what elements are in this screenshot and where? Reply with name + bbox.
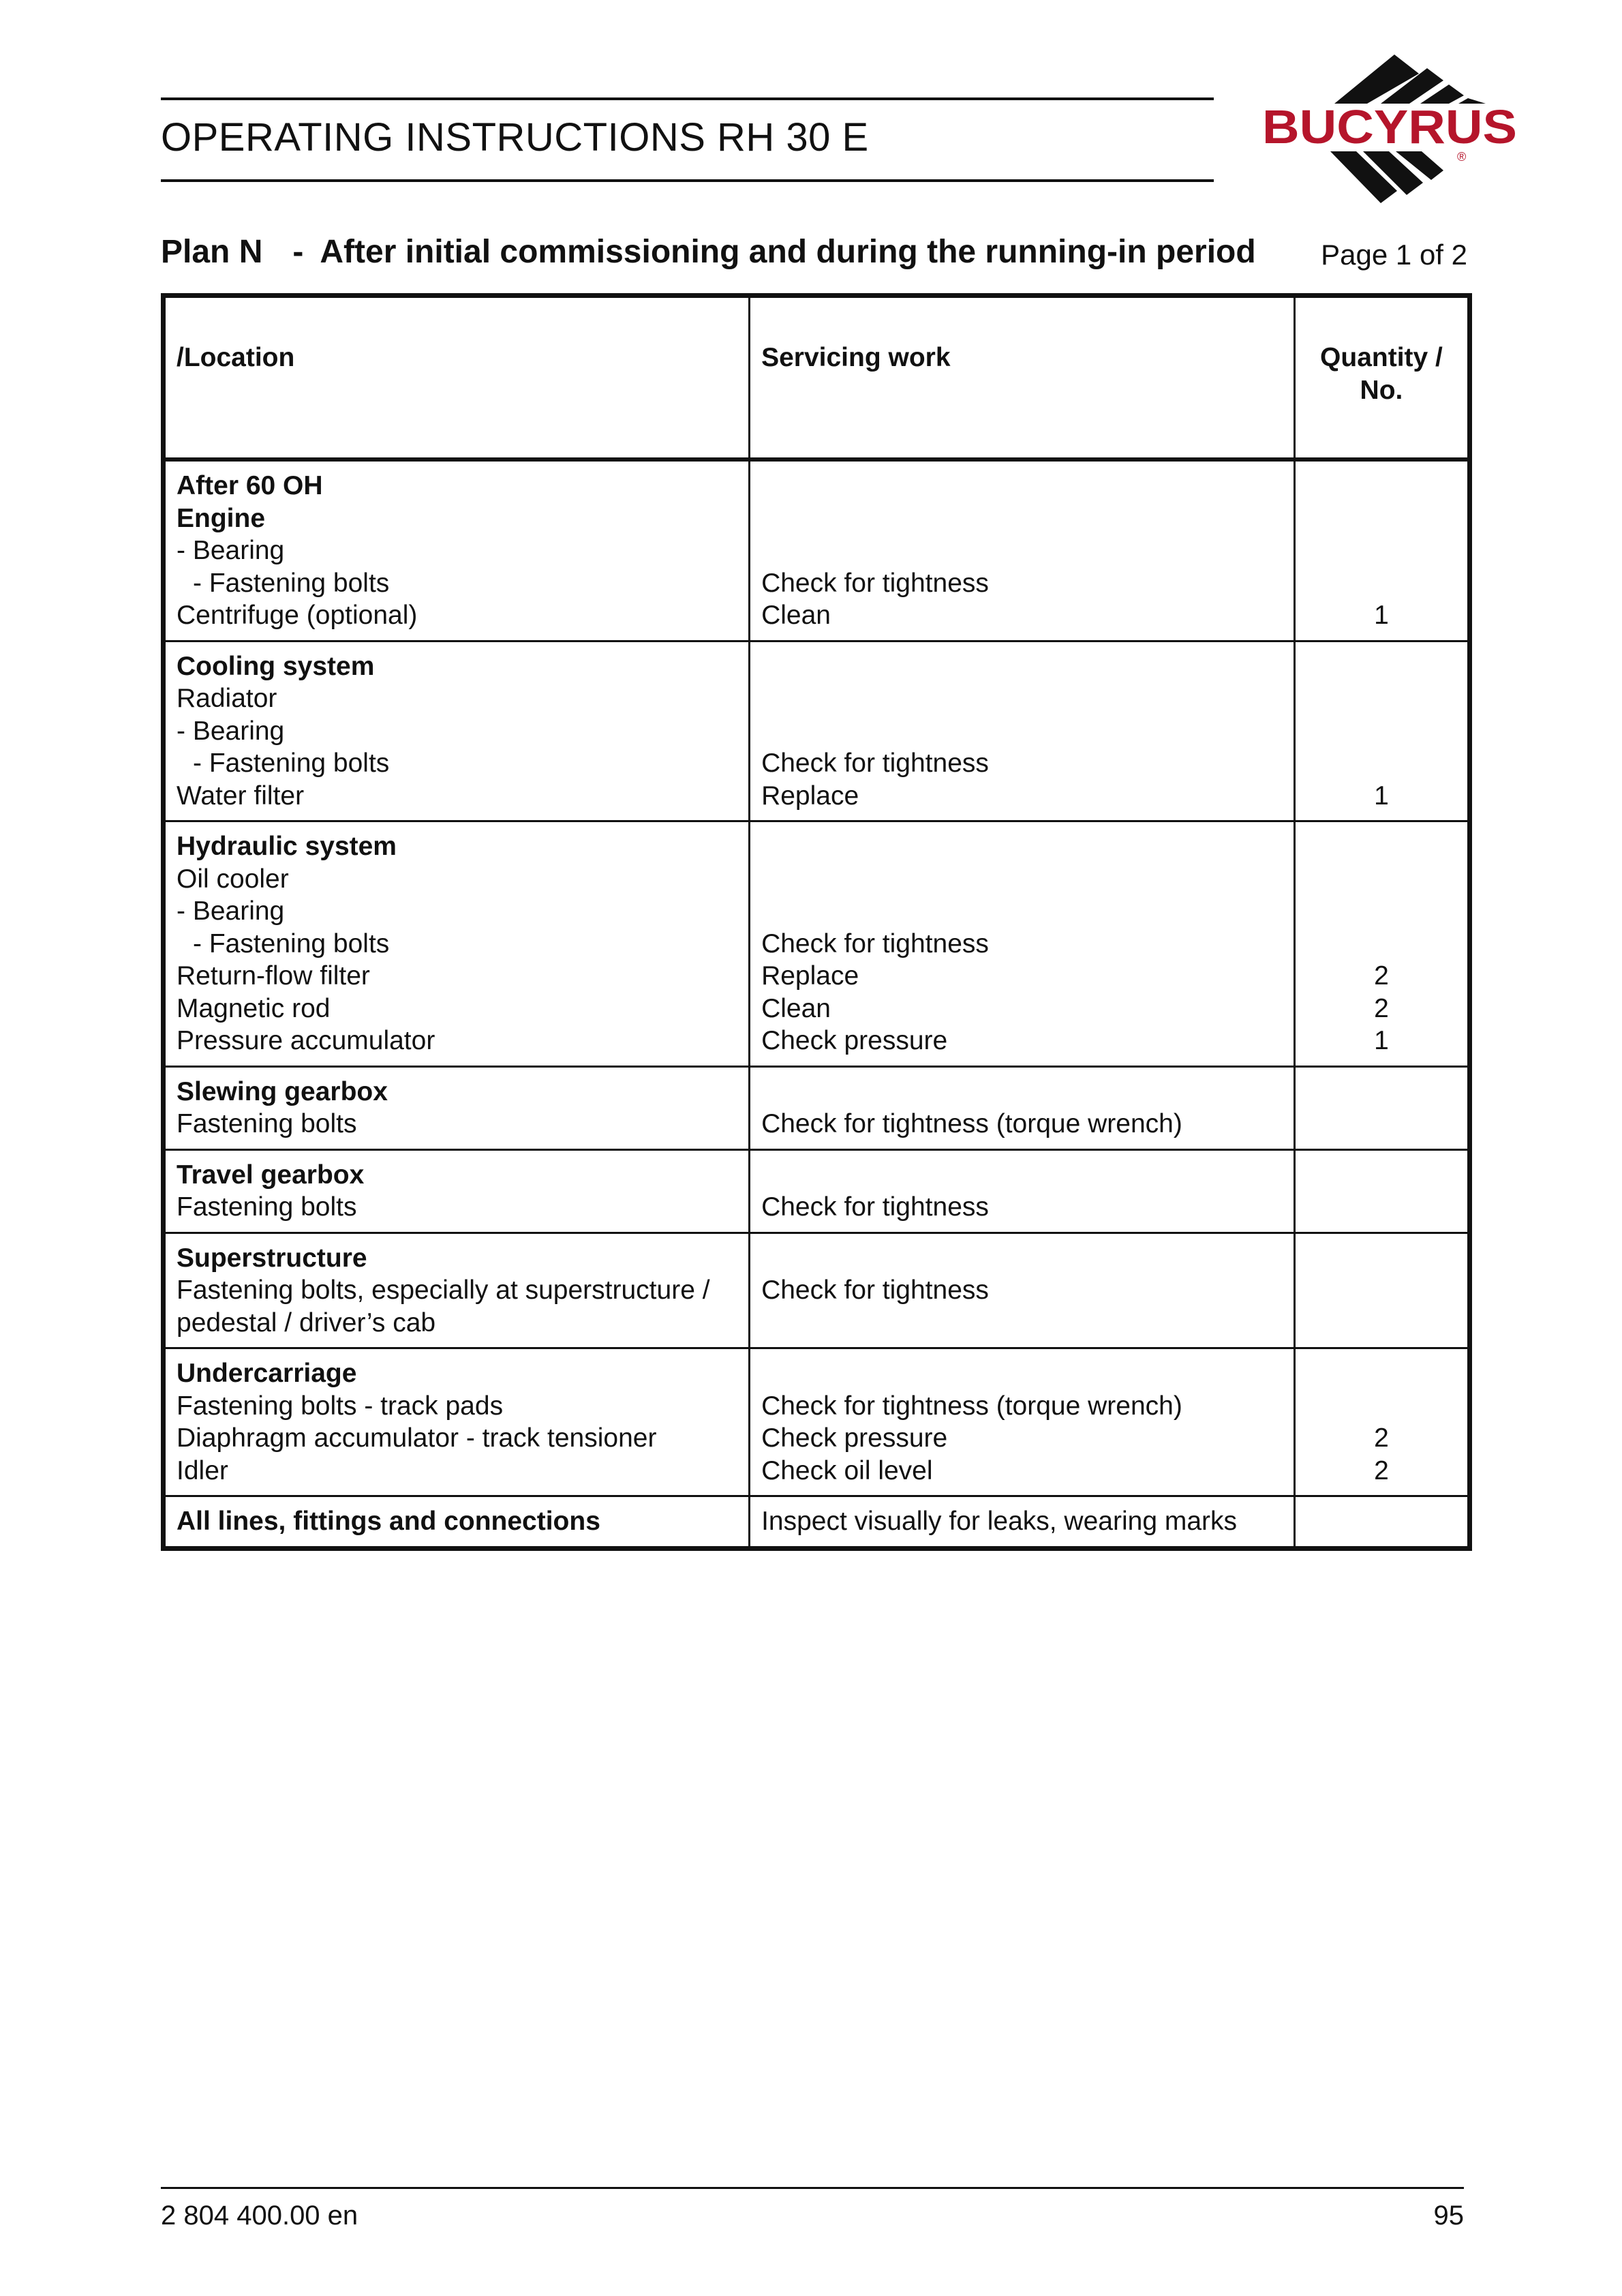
work-item: Check for tightness bbox=[761, 749, 989, 778]
location-item: Magnetic rod bbox=[177, 993, 331, 1023]
page-number: 95 bbox=[1433, 2201, 1464, 2231]
table-header-row bbox=[164, 296, 1470, 460]
quantity-item bbox=[1306, 1505, 1456, 1538]
work-item: Check oil level bbox=[761, 1455, 933, 1485]
work-item: Check for tightness bbox=[761, 1192, 989, 1222]
work-item: Inspect visually for leaks, wearing marks bbox=[761, 1507, 1238, 1536]
plan-code: Plan N bbox=[161, 234, 263, 270]
location-item: Pressure accumulator bbox=[177, 1026, 435, 1055]
section-title: Engine bbox=[177, 503, 266, 533]
location-item: Centrifuge (optional) bbox=[177, 601, 418, 630]
work-item bbox=[761, 863, 1283, 896]
location-item: Water filter bbox=[177, 781, 305, 811]
table-row bbox=[164, 821, 1470, 1067]
work-item: Check for tightness (torque wrench) bbox=[761, 1109, 1182, 1138]
location-cell bbox=[164, 1149, 750, 1233]
header-quantity bbox=[1294, 296, 1469, 460]
quantity-item bbox=[1306, 928, 1456, 961]
page-indicator: Page 1 of 2 bbox=[1321, 239, 1467, 271]
plan-description: After initial commissioning and during the running-in period bbox=[320, 234, 1256, 270]
quantity-item bbox=[1306, 747, 1456, 780]
quantity-item bbox=[1306, 1191, 1456, 1224]
location-item: Diaphragm accumulator - track tensioner bbox=[177, 1423, 657, 1453]
header-rule-bottom bbox=[161, 179, 1214, 182]
quantity-item bbox=[1306, 682, 1456, 715]
location-cell bbox=[164, 1066, 750, 1149]
table-row bbox=[164, 1149, 1470, 1233]
spacer-line bbox=[761, 502, 1283, 535]
header-quantity-line2: No. bbox=[1360, 375, 1403, 405]
plan-heading bbox=[161, 233, 1256, 271]
work-cell bbox=[750, 641, 1295, 821]
location-item: Fastening bolts, especially at superstructure / bbox=[177, 1275, 710, 1305]
work-item bbox=[761, 895, 1283, 928]
location-cell bbox=[164, 459, 750, 641]
spacer-line bbox=[1306, 650, 1456, 683]
work-cell bbox=[750, 1496, 1295, 1549]
quantity-item bbox=[1306, 534, 1456, 567]
table-row bbox=[164, 1496, 1470, 1549]
work-item: Replace bbox=[761, 781, 859, 811]
quantity-item bbox=[1306, 863, 1456, 896]
work-item: Clean bbox=[761, 993, 831, 1023]
after-hours-label: After 60 OH bbox=[177, 471, 323, 500]
work-item: Replace bbox=[761, 961, 859, 991]
quantity-item: 2 bbox=[1374, 993, 1389, 1023]
table-row bbox=[164, 1233, 1470, 1348]
servicing-table bbox=[161, 293, 1472, 1551]
spacer-line bbox=[761, 830, 1283, 863]
work-item: Check pressure bbox=[761, 1026, 948, 1055]
location-cell bbox=[164, 1348, 750, 1496]
location-item: pedestal / driver’s cab bbox=[177, 1308, 436, 1338]
header-quantity-line1: Quantity / bbox=[1320, 343, 1443, 372]
work-item: Clean bbox=[761, 601, 831, 630]
quantity-cell bbox=[1294, 1233, 1469, 1348]
spacer-line bbox=[761, 1159, 1283, 1192]
location-item: Fastening bolts bbox=[177, 1109, 357, 1138]
spacer-line bbox=[761, 470, 1283, 502]
location-item: Return-flow filter bbox=[177, 961, 370, 991]
spacer-line bbox=[1306, 830, 1456, 863]
spacer-line bbox=[1306, 1076, 1456, 1108]
quantity-item bbox=[1306, 715, 1456, 748]
work-cell bbox=[750, 1348, 1295, 1496]
spacer-line bbox=[1306, 1242, 1456, 1275]
quantity-cell bbox=[1294, 459, 1469, 641]
spacer-line bbox=[761, 1242, 1283, 1275]
location-cell bbox=[164, 1233, 750, 1348]
work-item: Check for tightness bbox=[761, 1275, 989, 1305]
location-cell bbox=[164, 641, 750, 821]
section-title: Undercarriage bbox=[177, 1359, 357, 1388]
table-row bbox=[164, 1348, 1470, 1496]
location-item: - Fastening bolts bbox=[193, 749, 390, 778]
quantity-cell bbox=[1294, 641, 1469, 821]
location-item: - Bearing bbox=[177, 536, 285, 565]
quantity-item bbox=[1306, 1390, 1456, 1423]
location-item: - Fastening bolts bbox=[193, 568, 390, 598]
work-item bbox=[761, 534, 1283, 567]
document-code: 2 804 400.00 en bbox=[161, 2201, 358, 2231]
header-rule-top bbox=[161, 97, 1214, 100]
quantity-item: 2 bbox=[1374, 961, 1389, 991]
location-cell bbox=[164, 821, 750, 1067]
work-item: Check pressure bbox=[761, 1423, 948, 1453]
header-servicing-work: Servicing work bbox=[750, 296, 1295, 460]
quantity-cell bbox=[1294, 1348, 1469, 1496]
table-body bbox=[164, 459, 1470, 1548]
quantity-item: 2 bbox=[1374, 1423, 1389, 1453]
work-item bbox=[761, 1307, 1283, 1340]
quantity-item: 2 bbox=[1374, 1455, 1389, 1485]
quantity-item bbox=[1306, 567, 1456, 600]
spacer-line bbox=[1306, 470, 1456, 502]
location-item: - Bearing bbox=[177, 896, 285, 926]
quantity-cell bbox=[1294, 821, 1469, 1067]
spacer-line bbox=[1306, 1159, 1456, 1192]
location-item: Fastening bolts - track pads bbox=[177, 1391, 504, 1421]
work-item: Check for tightness bbox=[761, 928, 989, 958]
work-cell bbox=[750, 821, 1295, 1067]
location-item: - Fastening bolts bbox=[193, 928, 390, 958]
section-title: Cooling system bbox=[177, 651, 375, 681]
work-item bbox=[761, 682, 1283, 715]
work-cell bbox=[750, 1066, 1295, 1149]
spacer-line bbox=[761, 1357, 1283, 1390]
quantity-cell bbox=[1294, 1496, 1469, 1549]
quantity-cell bbox=[1294, 1149, 1469, 1233]
section-title: Hydraulic system bbox=[177, 832, 397, 861]
work-cell bbox=[750, 1149, 1295, 1233]
document-title: OPERATING INSTRUCTIONS RH 30 E bbox=[161, 115, 869, 160]
header-location: /Location bbox=[164, 296, 750, 460]
logo-wordmark: BUCYRUS bbox=[1262, 100, 1517, 153]
location-item: Idler bbox=[177, 1455, 228, 1485]
location-cell bbox=[164, 1496, 750, 1549]
location-item: Fastening bolts bbox=[177, 1192, 357, 1222]
work-item: Check for tightness bbox=[761, 568, 989, 598]
table-row bbox=[164, 641, 1470, 821]
table-row bbox=[164, 1066, 1470, 1149]
quantity-item bbox=[1306, 1307, 1456, 1340]
quantity-item: 1 bbox=[1374, 601, 1389, 630]
quantity-cell bbox=[1294, 1066, 1469, 1149]
section-title: Superstructure bbox=[177, 1243, 367, 1273]
quantity-item bbox=[1306, 895, 1456, 928]
section-title: Slewing gearbox bbox=[177, 1076, 388, 1106]
section-title: All lines, fittings and connections bbox=[177, 1507, 600, 1536]
quantity-item: 1 bbox=[1374, 1026, 1389, 1055]
spacer-line bbox=[1306, 1357, 1456, 1390]
work-item: Check for tightness (torque wrench) bbox=[761, 1391, 1182, 1421]
plan-separator: - bbox=[292, 234, 304, 270]
section-title: Travel gearbox bbox=[177, 1160, 365, 1190]
spacer-line bbox=[761, 650, 1283, 683]
spacer-line bbox=[761, 1076, 1283, 1108]
spacer-line bbox=[1306, 502, 1456, 535]
work-cell bbox=[750, 1233, 1295, 1348]
location-item: Radiator bbox=[177, 684, 277, 713]
quantity-item bbox=[1306, 1108, 1456, 1141]
footer-rule bbox=[161, 2187, 1464, 2189]
location-item: - Bearing bbox=[177, 716, 285, 746]
bucyrus-logo bbox=[1261, 55, 1520, 211]
location-item: Oil cooler bbox=[177, 864, 289, 894]
quantity-item: 1 bbox=[1374, 781, 1389, 811]
logo-registered-mark: ® bbox=[1457, 150, 1467, 164]
work-cell bbox=[750, 459, 1295, 641]
quantity-item bbox=[1306, 1274, 1456, 1307]
table-row bbox=[164, 459, 1470, 641]
work-item bbox=[761, 715, 1283, 748]
